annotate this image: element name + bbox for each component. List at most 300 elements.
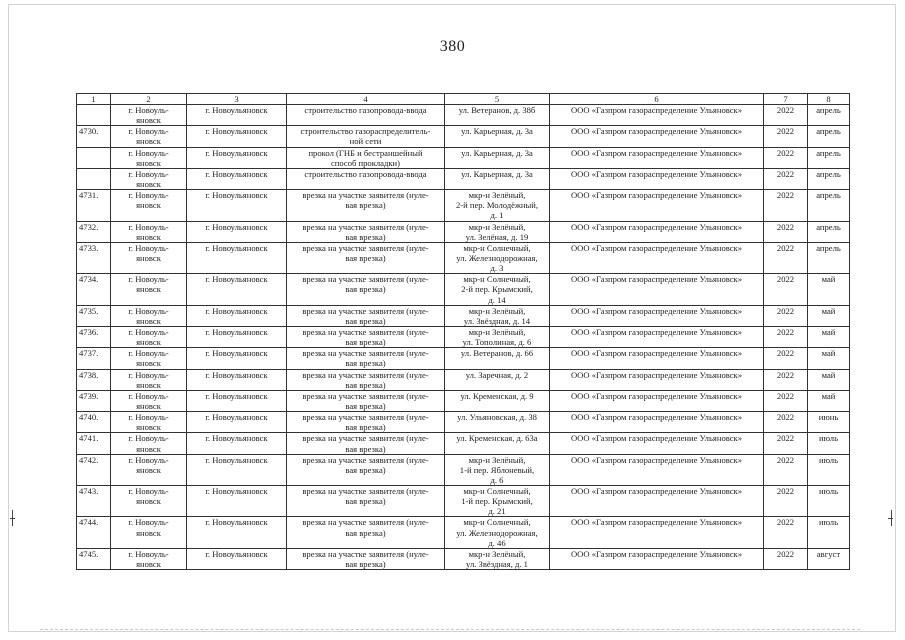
address-cell (445, 517, 550, 548)
table-row (77, 221, 850, 242)
row-number (77, 517, 111, 548)
month-cell-text: май (821, 390, 836, 401)
column-header: 5 (445, 94, 550, 105)
municipality-cell-text: г. Новоуль- яновск (128, 517, 169, 538)
address-cell (445, 390, 550, 411)
month-cell-text: май (821, 305, 836, 316)
organization-cell (550, 326, 764, 347)
year-cell (764, 147, 808, 168)
address-cell (445, 486, 550, 517)
organization-cell-text: ООО «Газпром газораспределение Ульяновск» (570, 412, 743, 423)
month-cell (808, 242, 850, 273)
municipality-cell-text: г. Новоуль- яновск (128, 221, 169, 242)
row-number (77, 390, 111, 411)
municipality-cell (111, 221, 187, 242)
address-cell (445, 412, 550, 433)
settlement-cell-text: г. Новоульяновск (205, 412, 268, 423)
municipality-cell (111, 242, 187, 273)
month-cell (808, 412, 850, 433)
organization-cell-text: ООО «Газпром газораспределение Ульяновск» (570, 517, 743, 528)
year-cell (764, 326, 808, 347)
municipality-cell-text: г. Новоуль- яновск (128, 412, 169, 433)
year-cell (764, 190, 808, 221)
settlement-cell (187, 517, 287, 548)
header-row (77, 94, 850, 105)
year-cell (764, 274, 808, 305)
month-cell (808, 454, 850, 485)
row-number-text: 4734. (79, 274, 99, 285)
row-number (77, 190, 111, 221)
month-cell (808, 517, 850, 548)
table-row (77, 305, 850, 326)
row-number-text: 4742. (79, 454, 99, 465)
organization-cell (550, 369, 764, 390)
row-number (77, 412, 111, 433)
column-header: 3 (187, 94, 287, 105)
month-cell-text: апрель (816, 190, 841, 201)
year-cell (764, 348, 808, 369)
work-type-cell (287, 147, 445, 168)
work-type-cell (287, 390, 445, 411)
table-row (77, 412, 850, 433)
organization-cell-text: ООО «Газпром газораспределение Ульяновск» (570, 348, 743, 359)
settlement-cell-text: г. Новоульяновск (205, 548, 268, 559)
month-cell-text: апрель (816, 126, 841, 137)
work-type-cell-text: строительство газопровода-ввода (304, 105, 427, 115)
settlement-cell-text: г. Новоульяновск (205, 274, 268, 285)
settlement-cell-text: г. Новоульяновск (205, 369, 268, 380)
table-row (77, 454, 850, 485)
year-cell-text: 2022 (776, 242, 795, 253)
table-row (77, 433, 850, 454)
municipality-cell-text: г. Новоуль- яновск (128, 190, 169, 211)
year-cell-text: 2022 (776, 147, 795, 158)
work-type-cell (287, 326, 445, 347)
organization-cell-text: ООО «Газпром газораспределение Ульяновск» (570, 369, 743, 380)
month-cell-text: май (821, 369, 836, 380)
address-cell (445, 147, 550, 168)
municipality-cell (111, 454, 187, 485)
settlement-cell-text: г. Новоульяновск (205, 348, 268, 359)
address-cell-text: мкр-н Зелёный, ул. Зелёная, д. 19 (465, 221, 529, 242)
work-type-cell (287, 348, 445, 369)
municipality-cell (111, 274, 187, 305)
settlement-cell-text: г. Новоульяновск (205, 517, 268, 528)
address-cell (445, 126, 550, 147)
organization-cell (550, 454, 764, 485)
table-row (77, 242, 850, 273)
settlement-cell (187, 390, 287, 411)
month-cell (808, 190, 850, 221)
settlement-cell-text: г. Новоульяновск (205, 105, 268, 115)
year-cell (764, 126, 808, 147)
address-cell-text: мкр-н Зелёный, ул. Звёздная, д. 1 (466, 548, 528, 570)
work-type-cell-text: врезка на участке заявителя (нуле- вая врезка) (302, 242, 429, 263)
year-cell (764, 221, 808, 242)
settlement-cell-text: г. Новоульяновск (205, 454, 268, 465)
organization-cell (550, 517, 764, 548)
month-cell (808, 326, 850, 347)
year-cell (764, 369, 808, 390)
month-cell-text: апрель (816, 105, 841, 115)
municipality-cell (111, 433, 187, 454)
municipality-cell-text: г. Новоуль- яновск (128, 126, 169, 147)
municipality-cell (111, 190, 187, 221)
address-cell-text: мкр-н Зелёный, ул. Звёздная, д. 14 (463, 305, 531, 326)
year-cell-text: 2022 (776, 221, 795, 232)
work-type-cell (287, 305, 445, 326)
month-cell-text: май (821, 274, 836, 285)
work-type-cell-text: врезка на участке заявителя (нуле- вая врезка) (302, 190, 429, 211)
municipality-cell-text: г. Новоуль- яновск (128, 390, 169, 411)
organization-cell (550, 190, 764, 221)
address-cell-text: мкр-н Зелёный, 1-й пер. Яблоневый, д. 6 (459, 454, 535, 485)
address-cell (445, 548, 550, 569)
work-type-cell-text: врезка на участке заявителя (нуле- вая врезка) (302, 221, 429, 242)
row-number-text: 4736. (79, 326, 99, 337)
work-type-cell (287, 486, 445, 517)
month-cell-text: июль (818, 517, 838, 528)
work-type-cell (287, 242, 445, 273)
organization-cell (550, 348, 764, 369)
scan-edge (40, 629, 860, 632)
municipality-cell-text: г. Новоуль- яновск (128, 242, 169, 263)
page-number: 380 (439, 38, 466, 55)
year-cell (764, 105, 808, 126)
address-cell-text: ул. Ветеранов, д. 38б (458, 105, 536, 115)
settlement-cell-text: г. Новоульяновск (205, 242, 268, 253)
address-cell-text: ул. Карьерная, д. 3а (461, 168, 533, 179)
column-header: 6 (550, 94, 764, 105)
year-cell-text: 2022 (776, 326, 795, 337)
table-row (77, 369, 850, 390)
table-row (77, 486, 850, 517)
municipality-cell (111, 369, 187, 390)
municipality-cell-text: г. Новоуль- яновск (128, 274, 169, 295)
row-number (77, 548, 111, 569)
municipality-cell (111, 517, 187, 548)
row-number (77, 305, 111, 326)
address-cell (445, 168, 550, 189)
year-cell-text: 2022 (776, 486, 795, 497)
row-number-text: 4744. (79, 517, 99, 528)
table-row (77, 190, 850, 221)
address-cell-text: мкр-н Солнечный, ул. Железнодорожная, д. 46 (456, 517, 538, 548)
address-cell (445, 105, 550, 126)
organization-cell-text: ООО «Газпром газораспределение Ульяновск» (570, 326, 743, 337)
row-number (77, 168, 111, 189)
year-cell-text: 2022 (776, 548, 795, 559)
organization-cell-text: ООО «Газпром газораспределение Ульяновск» (570, 274, 743, 285)
month-cell-text: апрель (816, 147, 841, 158)
month-cell (808, 348, 850, 369)
settlement-cell-text: г. Новоульяновск (205, 126, 268, 137)
settlement-cell (187, 105, 287, 126)
year-cell-text: 2022 (776, 412, 795, 423)
work-type-cell (287, 221, 445, 242)
settlement-cell-text: г. Новоульяновск (205, 147, 268, 158)
work-type-cell-text: врезка на участке заявителя (нуле- вая врезка) (302, 412, 429, 433)
address-cell-text: ул. Ульяновская, д. 38 (457, 412, 537, 423)
municipality-cell-text: г. Новоуль- яновск (128, 348, 169, 369)
row-number (77, 486, 111, 517)
settlement-cell (187, 348, 287, 369)
table-row (77, 274, 850, 305)
row-number (77, 274, 111, 305)
municipality-cell (111, 147, 187, 168)
settlement-cell (187, 433, 287, 454)
address-cell (445, 274, 550, 305)
table-row (77, 147, 850, 168)
month-cell (808, 305, 850, 326)
organization-cell-text: ООО «Газпром газораспределение Ульяновск» (570, 126, 743, 137)
municipality-cell-text: г. Новоуль- яновск (128, 305, 169, 326)
row-number (77, 105, 111, 126)
work-type-cell (287, 548, 445, 569)
row-number (77, 326, 111, 347)
work-type-cell-text: врезка на участке заявителя (нуле- вая врезка) (302, 348, 429, 369)
work-type-cell-text: врезка на участке заявителя (нуле- вая врезка) (302, 390, 429, 411)
work-type-cell-text: врезка на участке заявителя (нуле- вая врезка) (302, 433, 429, 454)
organization-cell (550, 305, 764, 326)
organization-cell-text: ООО «Газпром газораспределение Ульяновск» (570, 147, 743, 158)
settlement-cell-text: г. Новоульяновск (205, 221, 268, 232)
municipality-cell (111, 486, 187, 517)
row-number (77, 454, 111, 485)
organization-cell (550, 147, 764, 168)
work-type-cell (287, 412, 445, 433)
organization-cell-text: ООО «Газпром газораспределение Ульяновск» (570, 433, 743, 444)
settlement-cell-text: г. Новоульяновск (205, 390, 268, 401)
municipality-cell (111, 326, 187, 347)
year-cell-text: 2022 (776, 274, 795, 285)
year-cell (764, 168, 808, 189)
work-type-cell-text: врезка на участке заявителя (нуле- вая врезка) (302, 517, 429, 538)
address-cell-text: ул. Заречная, д. 2 (465, 369, 529, 380)
row-number (77, 348, 111, 369)
work-type-cell-text: строительство газопровода-ввода (304, 168, 427, 179)
row-number-text: 4739. (79, 390, 99, 401)
settlement-cell (187, 548, 287, 569)
organization-cell (550, 168, 764, 189)
address-cell (445, 305, 550, 326)
work-type-cell (287, 274, 445, 305)
organization-cell-text: ООО «Газпром газораспределение Ульяновск» (570, 221, 743, 232)
municipality-cell (111, 390, 187, 411)
settlement-cell-text: г. Новоульяновск (205, 486, 268, 497)
address-cell (445, 242, 550, 273)
column-header: 1 (77, 94, 111, 105)
binding-tick-right (888, 518, 893, 519)
row-number-text: 4735. (79, 305, 99, 316)
year-cell-text: 2022 (776, 168, 795, 179)
municipality-cell-text: г. Новоуль- яновск (128, 486, 169, 507)
year-cell-text: 2022 (776, 390, 795, 401)
row-number-text: 4741. (79, 433, 99, 444)
month-cell (808, 126, 850, 147)
municipality-cell (111, 168, 187, 189)
column-header: 4 (287, 94, 445, 105)
address-cell-text: ул. Кременская, д. 63а (456, 433, 538, 444)
year-cell-text: 2022 (776, 433, 795, 444)
work-type-cell (287, 190, 445, 221)
binding-tick-left (10, 518, 15, 519)
organization-cell-text: ООО «Газпром газораспределение Ульяновск» (570, 190, 743, 201)
address-cell-text: мкр-н Солнечный, 1-й пер. Крымский, д. 21 (461, 486, 533, 517)
year-cell-text: 2022 (776, 517, 795, 528)
work-type-cell-text: врезка на участке заявителя (нуле- вая врезка) (302, 548, 429, 570)
month-cell (808, 433, 850, 454)
settlement-cell (187, 190, 287, 221)
year-cell (764, 433, 808, 454)
row-number (77, 433, 111, 454)
municipality-cell-text: г. Новоуль- яновск (128, 369, 169, 390)
organization-cell (550, 274, 764, 305)
table-row (77, 390, 850, 411)
address-cell (445, 369, 550, 390)
organization-cell-text: ООО «Газпром газораспределение Ульяновск» (570, 105, 743, 115)
organization-cell-text: ООО «Газпром газораспределение Ульяновск» (570, 168, 743, 179)
month-cell-text: апрель (816, 221, 841, 232)
table-row (77, 348, 850, 369)
month-cell (808, 390, 850, 411)
year-cell-text: 2022 (776, 190, 795, 201)
address-cell (445, 454, 550, 485)
settlement-cell (187, 305, 287, 326)
organization-cell-text: ООО «Газпром газораспределение Ульяновск» (570, 390, 743, 401)
month-cell-text: август (816, 548, 841, 559)
settlement-cell (187, 242, 287, 273)
table-row (77, 105, 850, 126)
work-type-cell (287, 369, 445, 390)
address-cell-text: мкр-н Солнечный, 2-й пер. Крымский, д. 14 (461, 274, 533, 305)
row-number (77, 369, 111, 390)
row-number-text: 4737. (79, 348, 99, 359)
row-number-text: 4733. (79, 242, 99, 253)
work-type-cell-text: врезка на участке заявителя (нуле- вая врезка) (302, 326, 429, 348)
row-number (77, 242, 111, 273)
address-cell-text: ул. Карьерная, д. 3а (461, 126, 533, 137)
year-cell-text: 2022 (776, 305, 795, 316)
organization-cell-text: ООО «Газпром газораспределение Ульяновск» (570, 548, 743, 559)
settlement-cell (187, 221, 287, 242)
address-cell-text: мкр-н Зелёный, ул. Тополиная, д. 6 (462, 326, 532, 348)
row-number-text: 4731. (79, 190, 99, 201)
column-header: 8 (808, 94, 850, 105)
year-cell (764, 517, 808, 548)
year-cell (764, 486, 808, 517)
municipality-cell (111, 305, 187, 326)
row-number-text: 4730. (79, 126, 99, 137)
organization-cell-text: ООО «Газпром газораспределение Ульяновск» (570, 454, 743, 465)
work-type-cell (287, 454, 445, 485)
municipality-cell-text: г. Новоуль- яновск (128, 105, 169, 126)
settlement-cell-text: г. Новоульяновск (205, 305, 268, 316)
work-type-cell (287, 126, 445, 147)
organization-cell (550, 412, 764, 433)
municipality-cell-text: г. Новоуль- яновск (128, 433, 169, 454)
organization-cell (550, 548, 764, 569)
row-number-text: 4743. (79, 486, 99, 497)
work-type-cell-text: врезка на участке заявителя (нуле- вая врезка) (302, 369, 429, 390)
month-cell (808, 369, 850, 390)
month-cell-text: июнь (818, 412, 839, 423)
month-cell (808, 168, 850, 189)
year-cell-text: 2022 (776, 126, 795, 137)
month-cell-text: апрель (816, 242, 841, 253)
month-cell (808, 486, 850, 517)
year-cell (764, 548, 808, 569)
municipality-cell (111, 548, 187, 569)
address-cell (445, 221, 550, 242)
address-cell-text: мкр-н Зелёный, 2-й пер. Молодёжный, д. 1 (455, 190, 539, 221)
address-cell (445, 433, 550, 454)
month-cell (808, 221, 850, 242)
year-cell-text: 2022 (776, 348, 795, 359)
year-cell (764, 305, 808, 326)
address-cell-text: мкр-н Солнечный, ул. Железнодорожная, д. 3 (456, 242, 538, 274)
table-row (77, 517, 850, 548)
municipality-cell (111, 412, 187, 433)
municipality-cell-text: г. Новоуль- яновск (128, 548, 169, 570)
work-type-cell (287, 105, 445, 126)
settlement-cell (187, 126, 287, 147)
address-cell (445, 348, 550, 369)
table-row (77, 168, 850, 189)
settlement-cell-text: г. Новоульяновск (205, 326, 268, 337)
work-type-cell-text: врезка на участке заявителя (нуле- вая врезка) (302, 274, 429, 295)
municipality-cell (111, 105, 187, 126)
year-cell (764, 390, 808, 411)
table-row (77, 326, 850, 347)
settlement-cell (187, 486, 287, 517)
settlement-cell (187, 454, 287, 485)
municipality-cell-text: г. Новоуль- яновск (128, 147, 169, 168)
municipality-cell-text: г. Новоуль- яновск (128, 326, 169, 348)
month-cell-text: май (821, 348, 836, 359)
address-cell-text: ул. Карьерная, д. 3а (461, 147, 533, 158)
organization-cell (550, 221, 764, 242)
organization-cell (550, 126, 764, 147)
organization-cell (550, 433, 764, 454)
month-cell-text: июль (818, 433, 838, 444)
column-header: 7 (764, 94, 808, 105)
organization-cell (550, 242, 764, 273)
year-cell-text: 2022 (776, 454, 795, 465)
work-type-cell-text: строительство газораспределитель- ной сети (300, 126, 431, 147)
settlement-cell (187, 147, 287, 168)
row-number-text: 4745. (79, 548, 99, 559)
work-type-cell-text: прокол (ГНБ и бестраншейный способ прокладки) (308, 147, 423, 168)
year-cell (764, 454, 808, 485)
month-cell (808, 274, 850, 305)
work-type-cell (287, 517, 445, 548)
year-cell (764, 412, 808, 433)
row-number (77, 126, 111, 147)
organization-cell (550, 486, 764, 517)
municipality-cell-text: г. Новоуль- яновск (128, 454, 169, 475)
organization-cell (550, 105, 764, 126)
organization-cell-text: ООО «Газпром газораспределение Ульяновск» (570, 305, 743, 316)
settlement-cell-text: г. Новоульяновск (205, 168, 268, 179)
settlement-cell (187, 274, 287, 305)
row-number (77, 221, 111, 242)
row-number-text: 4732. (79, 221, 99, 232)
organization-cell (550, 390, 764, 411)
work-type-cell-text: врезка на участке заявителя (нуле- вая врезка) (302, 305, 429, 326)
settlement-cell (187, 412, 287, 433)
year-cell-text: 2022 (776, 369, 795, 380)
